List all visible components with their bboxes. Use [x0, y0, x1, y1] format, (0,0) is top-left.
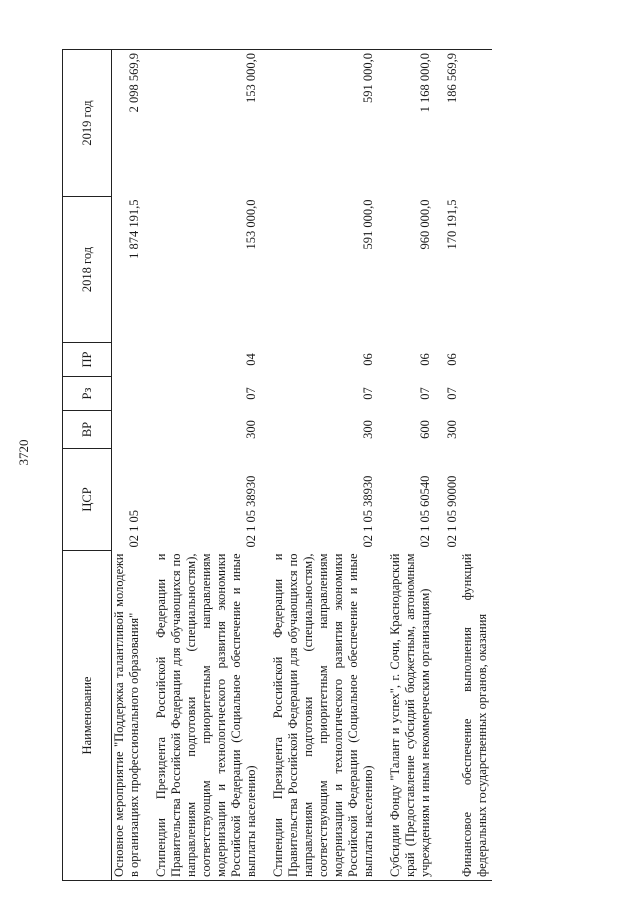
row-pr: 06	[418, 353, 432, 366]
row-rz: 07	[418, 387, 432, 400]
row-2018: 170 191,5	[445, 199, 459, 250]
row-2019: 2 098 569,9	[112, 50, 155, 197]
row-vr: 600	[418, 420, 432, 439]
row-csr: 02 1 05 38930	[361, 475, 375, 548]
row-rz: 07	[445, 387, 459, 400]
row-csr: 02 1 05 90000	[445, 475, 459, 548]
row-2019: 591 000,0	[271, 50, 388, 197]
row-vr: 300	[445, 420, 459, 439]
table-row	[154, 50, 271, 881]
header-pr: ПР	[63, 343, 112, 377]
row-name: Стипендии Президента Российской Федерации и Правительства Российской Федерации для обучающихся по направлениям подготовки (специальностям), соответствующим приоритетным направлениям модернизации и технологического развития экономики Российской Федерации (Социальное обеспечение и иные выплаты населению)	[154, 551, 271, 881]
row-pr: 06	[445, 353, 459, 366]
row-rz: 07	[244, 387, 258, 400]
header-name: Наименование	[63, 551, 112, 881]
row-name: Субсидии Фонду "Талант и успех", г. Сочи, Краснодарский край (Предоставление субсидий бюджетным, автономным учреждениям и иным некоммерческим организациям)	[388, 551, 445, 881]
header-row	[63, 50, 112, 881]
row-name: Основное мероприятие "Поддержка талантливой молодежи в организациях профессионального образования"	[112, 551, 155, 881]
header-2019: 2019 год	[63, 50, 112, 197]
row-2018: 153 000,0	[244, 199, 258, 250]
header-2018: 2018 год	[63, 197, 112, 343]
header-vr: ВР	[63, 411, 112, 449]
row-2019: 1 168 000,0	[388, 50, 445, 197]
row-rz: 07	[361, 387, 375, 400]
row-vr	[112, 411, 155, 449]
row-2018: 960 000,0	[418, 199, 432, 250]
row-csr: 02 1 05	[127, 510, 141, 548]
row-name: Финансовое обеспечение выполнения функций федеральных государственных органов, оказания	[445, 551, 492, 881]
table-row	[112, 50, 155, 881]
row-2018: 591 000,0	[361, 199, 375, 250]
row-csr: 02 1 05 60540	[418, 475, 432, 548]
row-2019: 153 000,0	[154, 50, 271, 197]
table-row	[388, 50, 445, 881]
row-pr: 06	[361, 353, 375, 366]
row-csr: 02 1 05 38930	[244, 475, 258, 548]
row-pr: 04	[244, 353, 258, 366]
page-number: 3720	[16, 439, 31, 466]
row-vr: 300	[244, 420, 258, 439]
row-2018: 1 874 191,5	[127, 199, 141, 259]
row-name: Стипендии Президента Российской Федерации и Правительства Российской Федерации для обучающихся по направлениям подготовки (специальностям), соответствующим приоритетным направлениям модернизации и технологического развития экономики Российской Федерации (Социальное обеспечение и иные выплаты населению)	[271, 551, 388, 881]
header-csr: ЦСР	[63, 449, 112, 551]
row-pr	[112, 343, 155, 377]
budget-table	[62, 49, 492, 881]
header-rz: Рз	[63, 377, 112, 411]
row-vr: 300	[361, 420, 375, 439]
table-row	[271, 50, 388, 881]
row-2019: 186 569,9	[445, 50, 492, 197]
table-row	[445, 50, 492, 881]
row-rz	[112, 377, 155, 411]
